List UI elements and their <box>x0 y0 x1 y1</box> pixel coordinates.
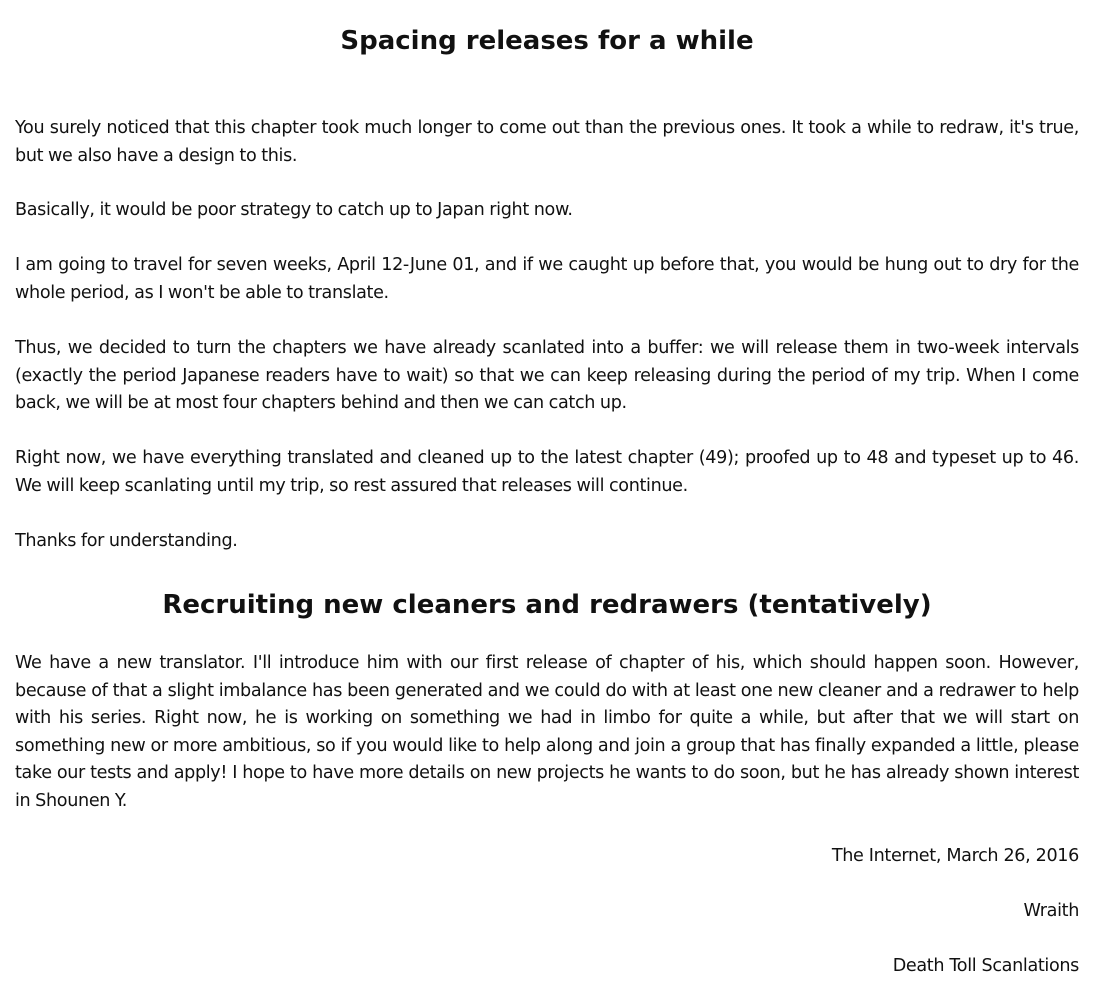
section-heading-spacing-releases: Spacing releases for a while <box>340 26 754 56</box>
paragraph-travel: I am going to travel for seven weeks, April 12-June 01, and if we caught up before that, you would be hung out to dry for the whole period, as I won't be able to translate. <box>15 255 1079 303</box>
section-heading-recruiting: Recruiting new cleaners and redrawers (tentatively) <box>162 590 932 620</box>
paragraph-progress: Right now, we have everything translated and cleaned up to the latest chapter (49); proofed up to 48 and typeset up to 46. We will keep scanlating until my trip, so rest assured that releases will continue. <box>15 448 1079 496</box>
paragraph-strategy: Basically, it would be poor strategy to catch up to Japan right now. <box>15 200 573 220</box>
paragraph-chapter-delay: You surely noticed that this chapter took much longer to come out than the previous ones. It took a while to redraw, it's true, but we also have a design to this. <box>15 118 1079 166</box>
paragraph-new-translator: We have a new translator. I'll introduce him with our first release of chapter of his, which should happen soon. However, because of that a slight imbalance has been generated and we could do with at least one new cleaner and a redrawer to help with his series. Right now, he is working on something we had in limbo for quite a while, but after that we will start on something new or more ambitious, so if you would like to help along and join a group that has finally expanded a little, please take our tests and apply! I hope to have more details on new projects he wants to do soon, but he has already shown interest in Shounen Y. <box>15 653 1079 811</box>
paragraph-thanks: Thanks for understanding. <box>15 531 238 551</box>
signature-place-date: The Internet, March 26, 2016 <box>831 846 1079 866</box>
signature-group: Death Toll Scanlations <box>892 956 1079 976</box>
signature-author: Wraith <box>1023 901 1079 921</box>
paragraph-buffer: Thus, we decided to turn the chapters we have already scanlated into a buffer: we will release them in two-week intervals (exactly the period Japanese readers have to wait) so that we can keep releasing during the period of my trip. When I come back, we will be at most four chapters behind and then we can catch up. <box>15 338 1079 413</box>
